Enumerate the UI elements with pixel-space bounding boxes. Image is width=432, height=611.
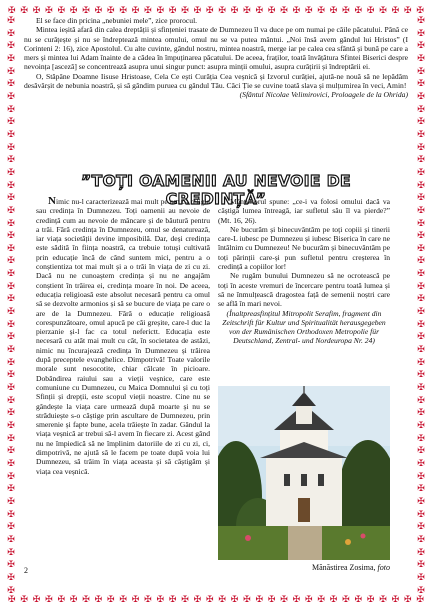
border-ornament-icon: ✠ bbox=[417, 495, 425, 506]
ornamental-border-left bbox=[6, 16, 16, 595]
border-ornament-icon: ✠ bbox=[7, 508, 15, 519]
border-ornament-icon: ✠ bbox=[305, 594, 313, 604]
border-ornament-icon: ✠ bbox=[416, 594, 424, 604]
border-ornament-icon: ✠ bbox=[417, 280, 425, 291]
border-ornament-icon: ✠ bbox=[144, 594, 152, 604]
drop-cap: N bbox=[48, 195, 56, 207]
border-ornament-icon: ✠ bbox=[8, 594, 16, 604]
border-ornament-icon: ✠ bbox=[417, 470, 425, 481]
border-ornament-icon: ✠ bbox=[379, 5, 387, 15]
border-ornament-icon: ✠ bbox=[218, 594, 226, 604]
border-ornament-icon: ✠ bbox=[7, 192, 15, 203]
border-ornament-icon: ✠ bbox=[7, 90, 15, 101]
monastery-photo bbox=[218, 386, 390, 560]
border-ornament-icon: ✠ bbox=[7, 306, 15, 317]
border-ornament-icon: ✠ bbox=[292, 594, 301, 604]
border-ornament-icon: ✠ bbox=[7, 457, 15, 468]
border-ornament-icon: ✠ bbox=[7, 483, 15, 494]
border-ornament-icon: ✠ bbox=[7, 369, 15, 380]
border-ornament-icon: ✠ bbox=[7, 280, 15, 291]
border-ornament-icon: ✠ bbox=[20, 5, 28, 15]
border-ornament-icon: ✠ bbox=[305, 5, 313, 15]
border-ornament-icon: ✠ bbox=[45, 5, 53, 15]
border-ornament-icon: ✠ bbox=[7, 546, 15, 557]
border-ornament-icon: ✠ bbox=[417, 141, 425, 152]
ornamental-border-top bbox=[8, 6, 424, 16]
border-ornament-icon: ✠ bbox=[131, 5, 140, 15]
border-ornament-icon: ✠ bbox=[119, 5, 127, 15]
border-ornament-icon: ✠ bbox=[329, 594, 338, 604]
border-ornament-icon: ✠ bbox=[417, 584, 425, 595]
border-ornament-icon: ✠ bbox=[329, 5, 338, 15]
border-ornament-icon: ✠ bbox=[7, 128, 15, 139]
border-ornament-icon: ✠ bbox=[417, 318, 425, 329]
border-ornament-icon: ✠ bbox=[417, 293, 425, 304]
border-ornament-icon: ✠ bbox=[417, 571, 425, 582]
article-column-2-paragraph-3: Ne rugăm bunului Dumnezeu să ne ocrotească pe toți în aceste vremuri de încercare pentru toată lumea și să ne înmulțească dragostea față de semenii noștri care se află în mari nevoi. bbox=[218, 271, 390, 309]
quote-block bbox=[24, 16, 408, 100]
border-ornament-icon: ✠ bbox=[417, 356, 425, 367]
border-ornament-icon: ✠ bbox=[417, 116, 425, 127]
photo-caption-suffix: foto bbox=[375, 563, 390, 572]
border-ornament-icon: ✠ bbox=[417, 344, 425, 355]
border-ornament-icon: ✠ bbox=[7, 394, 15, 405]
border-ornament-icon: ✠ bbox=[243, 594, 251, 604]
border-ornament-icon: ✠ bbox=[7, 65, 15, 76]
border-ornament-icon: ✠ bbox=[404, 594, 412, 604]
border-ornament-icon: ✠ bbox=[417, 407, 425, 418]
border-ornament-icon: ✠ bbox=[7, 27, 15, 38]
border-ornament-icon: ✠ bbox=[267, 594, 276, 604]
border-ornament-icon: ✠ bbox=[7, 495, 15, 506]
border-ornament-icon: ✠ bbox=[417, 432, 425, 443]
border-ornament-icon: ✠ bbox=[7, 407, 15, 418]
border-ornament-icon: ✠ bbox=[156, 5, 165, 15]
border-ornament-icon: ✠ bbox=[7, 533, 15, 544]
article-column-1 bbox=[36, 197, 210, 476]
border-ornament-icon: ✠ bbox=[417, 40, 425, 51]
border-ornament-icon: ✠ bbox=[417, 52, 425, 63]
border-ornament-icon: ✠ bbox=[168, 5, 177, 15]
border-ornament-icon: ✠ bbox=[7, 179, 15, 190]
border-ornament-icon: ✠ bbox=[417, 268, 425, 279]
border-ornament-icon: ✠ bbox=[107, 594, 115, 604]
border-ornament-icon: ✠ bbox=[417, 331, 425, 342]
border-ornament-icon: ✠ bbox=[8, 5, 16, 15]
border-ornament-icon: ✠ bbox=[7, 230, 15, 241]
border-ornament-icon: ✠ bbox=[366, 594, 375, 604]
border-ornament-icon: ✠ bbox=[417, 445, 425, 456]
border-ornament-icon: ✠ bbox=[20, 594, 28, 604]
border-ornament-icon: ✠ bbox=[417, 154, 425, 165]
border-ornament-icon: ✠ bbox=[317, 594, 325, 604]
border-ornament-icon: ✠ bbox=[280, 594, 288, 604]
border-ornament-icon: ✠ bbox=[417, 559, 425, 570]
border-ornament-icon: ✠ bbox=[156, 594, 165, 604]
border-ornament-icon: ✠ bbox=[45, 594, 53, 604]
border-ornament-icon: ✠ bbox=[7, 52, 15, 63]
border-ornament-icon: ✠ bbox=[82, 594, 90, 604]
border-ornament-icon: ✠ bbox=[366, 5, 375, 15]
border-ornament-icon: ✠ bbox=[7, 116, 15, 127]
border-ornament-icon: ✠ bbox=[7, 217, 15, 228]
border-ornament-icon: ✠ bbox=[131, 594, 140, 604]
border-ornament-icon: ✠ bbox=[57, 594, 66, 604]
border-ornament-icon: ✠ bbox=[391, 5, 400, 15]
border-ornament-icon: ✠ bbox=[417, 27, 425, 38]
border-ornament-icon: ✠ bbox=[206, 5, 214, 15]
border-ornament-icon: ✠ bbox=[7, 432, 15, 443]
article-column-1-text: imic nu-l caracterizează mai mult pe om ca religia sau credința în Dumnezeu. Toți oamenii au nevoie de credință cum au nevoie de mâncare și de băutură pentru a trăi. Fără credința în Dumnezeu, omul se denaturează, iar viața societății devine imposibilă. Dar, deși credința este sădită în ființa noastră, ca trebuie totuși cultivată prin educație încă de când suntem mici, pentru a o conștientiza tot mai mult și a o trăi în viața de zi cu zi. Dacă nu ne cunoaștem credința și nu ne angajăm conștient în trăirea ei, credința moare în noi. De aceea, educația religioasă este absolut necesară pentru ca omul să se dezvolte armonios și să se bucure de viața pe care o are de la Dumnezeu. Fără o educație religioasă corespunzătoare, omul apucă pe căi greșite, care-l duc la pierzanie și-l fac ca totul neferictt. Educația este necesară cu atât mai mult cu cât, în societatea de astăzi, nimic nu încurajează credința în Dumnezeu și trăirea după preceptele evanghelice. Dimpotrivă! Toate valorile morale sunt nesocotite, chiar călcate în picioare. Dobândirea raiului sau a vieții veșnice, care este comuniune cu Dumnezeu, cu Maica Domnului și cu toți Sfinții și drepții, este scopul vieții noastre. Cine nu se gândește la viața care urmează după moarte și nu se străduiește s-o câștige prin ascultare de Dumnezeu, prin smerenie și fapte bune, acela trăiește în zadar. Gândul la viața veșnică ar trebui să-l avem în fiecare zi. Acest gând nu ne împiedică să ne împlinim datoriile de zi cu zi, ci, dimpotrivă, ne ajută să le facem pe toate după voia lui Dumnezeu, să trăim în viața aceasta și să câștigăm și viața cea veșnică. bbox=[36, 197, 210, 476]
border-ornament-icon: ✠ bbox=[7, 166, 15, 177]
border-ornament-icon: ✠ bbox=[267, 5, 276, 15]
border-ornament-icon: ✠ bbox=[417, 78, 425, 89]
border-ornament-icon: ✠ bbox=[280, 5, 288, 15]
border-ornament-icon: ✠ bbox=[416, 5, 424, 15]
article-column-2-paragraph-1: Mântuitorul spune: „ce-i va folosi omului dacă va câștiga lumea întreagă, iar sufletul său îl va pierde?” (Mt. 16, 26). bbox=[218, 197, 390, 225]
border-ornament-icon: ✠ bbox=[417, 546, 425, 557]
border-ornament-icon: ✠ bbox=[82, 5, 90, 15]
border-ornament-icon: ✠ bbox=[417, 65, 425, 76]
border-ornament-icon: ✠ bbox=[379, 594, 387, 604]
quote-paragraph-2: Mintea ieșită afară din calea dreptății și sfințeniei trasate de Dumnezeu îl va duce pe om numai pe căile păcatului. Până ce nu se curățește și nu se îndreptează mintea omului, omul nu se va putea mântui. „Noi însă avem gândul lui Hristos” (I Corinteni 2: 16), zice Apostolul. Cu alte cuvinte, gândul nostru, mintea noastră, merge iar pe calea cea sfântă și bună pe care a mers și mintea lui Adam înainte de a cădea în împuținarea păcatului. De aceea, fraților, toată învățătura Sfintei Biserici despre nevoința [asceză] se concentrează asupra unui singur punct: asupra minții omului, asupra curățirii și îndreptării ei. bbox=[24, 25, 408, 72]
border-ornament-icon: ✠ bbox=[206, 594, 214, 604]
border-ornament-icon: ✠ bbox=[193, 5, 202, 15]
border-ornament-icon: ✠ bbox=[7, 331, 15, 342]
border-ornament-icon: ✠ bbox=[417, 533, 425, 544]
border-ornament-icon: ✠ bbox=[168, 594, 177, 604]
border-ornament-icon: ✠ bbox=[354, 5, 363, 15]
border-ornament-icon: ✠ bbox=[417, 179, 425, 190]
border-ornament-icon: ✠ bbox=[342, 594, 350, 604]
border-ornament-icon: ✠ bbox=[7, 382, 15, 393]
border-ornament-icon: ✠ bbox=[417, 166, 425, 177]
border-ornament-icon: ✠ bbox=[7, 584, 15, 595]
border-ornament-icon: ✠ bbox=[107, 5, 115, 15]
border-ornament-icon: ✠ bbox=[7, 470, 15, 481]
border-ornament-icon: ✠ bbox=[417, 128, 425, 139]
border-ornament-icon: ✠ bbox=[7, 154, 15, 165]
photo-caption-text: Mănăstirea Zosima, bbox=[312, 563, 376, 572]
border-ornament-icon: ✠ bbox=[417, 369, 425, 380]
border-ornament-icon: ✠ bbox=[417, 103, 425, 114]
border-ornament-icon: ✠ bbox=[391, 594, 400, 604]
border-ornament-icon: ✠ bbox=[218, 5, 226, 15]
border-ornament-icon: ✠ bbox=[417, 483, 425, 494]
quote-paragraph-3: O, Stăpâne Doamne Iisuse Hristoase, Cela Ce ești Curăția Cea veșnică și Izvorul curăției, ajută-ne nouă să ne lepădăm desăvârșit de nebunia noastră, și să gândim puruea cu gândul Tău. Căci Ție se cuvine toată slava și mulțumirea în veci, Amin! bbox=[24, 71, 408, 91]
quote-paragraph-1: El se face din pricina „nebuniei mele”, zice prorocul. bbox=[36, 16, 198, 25]
border-ornament-icon: ✠ bbox=[417, 242, 425, 253]
border-ornament-icon: ✠ bbox=[69, 594, 78, 604]
border-ornament-icon: ✠ bbox=[417, 521, 425, 532]
border-ornament-icon: ✠ bbox=[7, 78, 15, 89]
border-ornament-icon: ✠ bbox=[7, 242, 15, 253]
border-ornament-icon: ✠ bbox=[7, 15, 15, 25]
page-number: 2 bbox=[24, 566, 28, 575]
border-ornament-icon: ✠ bbox=[7, 445, 15, 456]
border-ornament-icon: ✠ bbox=[7, 420, 15, 430]
border-ornament-icon: ✠ bbox=[404, 5, 412, 15]
border-ornament-icon: ✠ bbox=[193, 594, 202, 604]
border-ornament-icon: ✠ bbox=[32, 594, 41, 604]
border-ornament-icon: ✠ bbox=[317, 5, 325, 15]
border-ornament-icon: ✠ bbox=[417, 230, 425, 241]
border-ornament-icon: ✠ bbox=[7, 344, 15, 355]
border-ornament-icon: ✠ bbox=[417, 420, 425, 430]
photo-caption bbox=[218, 563, 390, 572]
border-ornament-icon: ✠ bbox=[7, 204, 15, 215]
border-ornament-icon: ✠ bbox=[417, 204, 425, 215]
border-ornament-icon: ✠ bbox=[292, 5, 301, 15]
border-ornament-icon: ✠ bbox=[342, 5, 350, 15]
border-ornament-icon: ✠ bbox=[417, 394, 425, 405]
border-ornament-icon: ✠ bbox=[94, 594, 103, 604]
border-ornament-icon: ✠ bbox=[94, 5, 103, 15]
border-ornament-icon: ✠ bbox=[417, 255, 425, 266]
border-ornament-icon: ✠ bbox=[7, 103, 15, 114]
border-ornament-icon: ✠ bbox=[7, 571, 15, 582]
border-ornament-icon: ✠ bbox=[230, 5, 239, 15]
border-ornament-icon: ✠ bbox=[417, 217, 425, 228]
border-ornament-icon: ✠ bbox=[417, 382, 425, 393]
ornamental-border-right bbox=[416, 16, 426, 595]
border-ornament-icon: ✠ bbox=[7, 40, 15, 51]
article-title: ”TOȚI OAMENII AU NEVOIE DE CREDINȚĂ” bbox=[81, 172, 351, 208]
border-ornament-icon: ✠ bbox=[69, 5, 78, 15]
border-ornament-icon: ✠ bbox=[7, 268, 15, 279]
border-ornament-icon: ✠ bbox=[144, 5, 152, 15]
border-ornament-icon: ✠ bbox=[7, 521, 15, 532]
border-ornament-icon: ✠ bbox=[181, 5, 189, 15]
article-column-2-paragraph-2: Ne bucurăm și binecuvântăm pe toți copiii și tinerii care-L iubesc pe Dumnezeu și iubesc Biserica în care ne întâlnim cu Dumnezeu! Ne bucurăm și binecuvântăm pe toți părinții care-și pun sufletul pentru creșterea în credință a copiilor lor! bbox=[218, 224, 390, 272]
border-ornament-icon: ✠ bbox=[230, 594, 239, 604]
border-ornament-icon: ✠ bbox=[7, 559, 15, 570]
border-ornament-icon: ✠ bbox=[7, 318, 15, 329]
ornamental-border-bottom bbox=[8, 595, 424, 605]
border-ornament-icon: ✠ bbox=[7, 255, 15, 266]
border-ornament-icon: ✠ bbox=[354, 594, 363, 604]
border-ornament-icon: ✠ bbox=[255, 594, 264, 604]
quote-signature: (Sfântul Nicolae Velimirovici, Proloagele de la Ohrida) bbox=[239, 90, 408, 100]
border-ornament-icon: ✠ bbox=[417, 192, 425, 203]
border-ornament-icon: ✠ bbox=[255, 5, 264, 15]
border-ornament-icon: ✠ bbox=[417, 90, 425, 101]
border-ornament-icon: ✠ bbox=[181, 594, 189, 604]
border-ornament-icon: ✠ bbox=[7, 141, 15, 152]
border-ornament-icon: ✠ bbox=[243, 5, 251, 15]
article-column-2 bbox=[218, 197, 390, 346]
article-signature: (Înaltpreasfințitul Mitropolit Serafim, fragment din Zeitschrift für Kultur und Spiritualität herausgegeben von der Rumänischen Orthodoxen Metropolie für Deutschland, Zentral- und Nordeuropa Nr. 24) bbox=[222, 308, 386, 346]
border-ornament-icon: ✠ bbox=[57, 5, 66, 15]
border-ornament-icon: ✠ bbox=[417, 457, 425, 468]
border-ornament-icon: ✠ bbox=[7, 293, 15, 304]
border-ornament-icon: ✠ bbox=[417, 15, 425, 25]
border-ornament-icon: ✠ bbox=[32, 5, 41, 15]
border-ornament-icon: ✠ bbox=[417, 508, 425, 519]
border-ornament-icon: ✠ bbox=[7, 356, 15, 367]
border-ornament-icon: ✠ bbox=[119, 594, 127, 604]
border-ornament-icon: ✠ bbox=[417, 306, 425, 317]
